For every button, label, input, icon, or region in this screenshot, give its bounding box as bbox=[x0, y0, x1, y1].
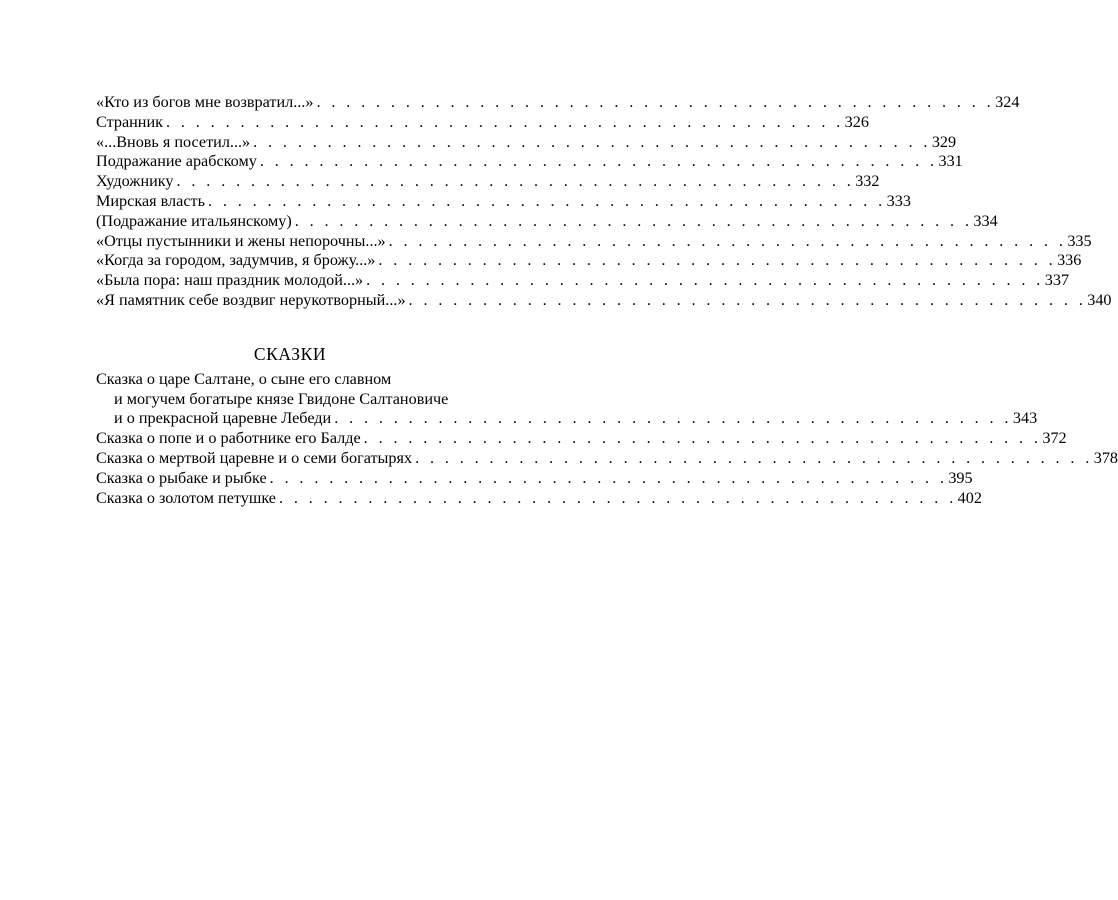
toc-entry-page: 326 bbox=[844, 112, 869, 131]
toc-entry-page: 343 bbox=[1012, 409, 1038, 428]
toc-entry-multiline bbox=[96, 369, 1038, 429]
toc-entry-page: 336 bbox=[1057, 251, 1082, 270]
toc-entry-title: «Я памятник себе воздвиг нерукотворный...» bbox=[96, 290, 406, 309]
dot-leader: . . . . . . . . . . . . . . . . . . . . . . . . . . . . . . . . . . . . . . . . . . . . . . bbox=[294, 211, 973, 230]
toc-entry bbox=[96, 152, 963, 172]
toc-entry-page: 335 bbox=[1067, 231, 1092, 250]
toc-entry-page: 395 bbox=[948, 468, 973, 487]
dot-leader: . . . . . . . . . . . . . . . . . . . . . . . . . . . . . . . . . . . . . . . . . . . . . . bbox=[363, 429, 1042, 448]
toc-entry bbox=[96, 191, 911, 212]
toc-entry bbox=[96, 429, 1067, 449]
toc-entry bbox=[96, 290, 1112, 311]
toc-entry-title-line: Сказка о царе Салтане, о сыне его славном bbox=[96, 369, 392, 388]
dot-leader: . . . . . . . . . . . . . . . . . . . . . . . . . . . . . . . . . . . . . . . . . . . . . . bbox=[388, 231, 1067, 250]
tales-list bbox=[96, 429, 1118, 508]
toc-entry-title: «Была пора: наш праздник молодой...» bbox=[96, 271, 364, 290]
toc-entry bbox=[96, 448, 1118, 469]
toc-entry-page: 332 bbox=[855, 172, 880, 191]
dot-leader: . . . . . . . . . . . . . . . . . . . . . . . . . . . . . . . . . . . . . . . . . . . . . . bbox=[259, 152, 938, 171]
toc-entry-title: (Подражание итальянскому) bbox=[96, 211, 292, 230]
dot-leader: . . . . . . . . . . . . . . . . . . . . . . . . . . . . . . . . . . . . . . . . . . . . . . bbox=[253, 132, 931, 151]
dot-leader: . . . . . . . . . . . . . . . . . . . . . . . . . . . . . . . . . . . . . . . . . . . . . . bbox=[269, 468, 948, 487]
dot-leader: . . . . . . . . . . . . . . . . . . . . . . . . . . . . . . . . . . . . . . . . . . . . . . bbox=[334, 409, 1012, 428]
toc-entry-title: Странник bbox=[96, 112, 163, 131]
toc-entry-title: «...Вновь я посетил...» bbox=[96, 132, 251, 151]
toc-entry-title-line: и о прекрасной царевне Лебеди bbox=[114, 409, 332, 428]
dot-leader: . . . . . . . . . . . . . . . . . . . . . . . . . . . . . . . . . . . . . . . . . . . . . . bbox=[408, 290, 1087, 309]
toc-entry bbox=[96, 93, 1020, 113]
dot-leader: . . . . . . . . . . . . . . . . . . . . . . . . . . . . . . . . . . . . . . . . . . . . . . bbox=[176, 172, 855, 191]
dot-leader: . . . . . . . . . . . . . . . . . . . . . . . . . . . . . . . . . . . . . . . . . . . . . . bbox=[415, 448, 1093, 467]
toc-entry-page: 378 bbox=[1093, 448, 1118, 467]
toc-entry-title: Подражание арабскому bbox=[96, 152, 257, 171]
dot-leader: . . . . . . . . . . . . . . . . . . . . . . . . . . . . . . . . . . . . . . . . . . . . . . bbox=[378, 251, 1057, 270]
toc-entry bbox=[96, 231, 1092, 252]
poems-list bbox=[96, 93, 1112, 311]
toc-entry bbox=[96, 488, 982, 509]
toc-entry-page: 329 bbox=[931, 132, 957, 151]
toc-entry-page: 402 bbox=[957, 488, 982, 507]
toc-entry-title: «Когда за городом, задумчив, я брожу...» bbox=[96, 251, 376, 270]
toc-entry bbox=[96, 468, 973, 489]
toc-entry-page: 340 bbox=[1087, 290, 1112, 309]
toc-entry-page: 372 bbox=[1042, 429, 1067, 448]
toc-entry bbox=[96, 211, 998, 232]
section-heading-tales: СКАЗКИ bbox=[253, 343, 327, 364]
table-of-contents bbox=[96, 93, 1118, 508]
toc-entry bbox=[96, 271, 1070, 291]
dot-leader: . . . . . . . . . . . . . . . . . . . . . . . . . . . . . . . . . . . . . . . . . . . . . . bbox=[278, 488, 957, 507]
toc-entry-title: «Кто из богов мне возвратил...» bbox=[96, 93, 314, 111]
toc-entry-last-line bbox=[96, 409, 1038, 429]
toc-entry-title: Сказка о мертвой царевне и о семи богатырях bbox=[96, 448, 413, 467]
toc-entry-page: 334 bbox=[973, 211, 998, 230]
toc-entry-title: Сказка о рыбаке и рыбке bbox=[96, 468, 267, 487]
toc-entry-title: Сказка о золотом петушке bbox=[96, 488, 276, 507]
toc-entry-page: 324 bbox=[995, 93, 1020, 111]
toc-entry-title: Мирская власть bbox=[96, 191, 205, 210]
toc-entry-page: 333 bbox=[886, 191, 911, 210]
dot-leader: . . . . . . . . . . . . . . . . . . . . . . . . . . . . . . . . . . . . . . . . . . . . . . bbox=[207, 191, 886, 210]
toc-entry-page: 331 bbox=[938, 152, 963, 171]
toc-entry bbox=[96, 251, 1082, 271]
dot-leader: . . . . . . . . . . . . . . . . . . . . . . . . . . . . . . . . . . . . . . . . . . . . . . bbox=[366, 271, 1044, 290]
toc-entry bbox=[96, 132, 957, 153]
toc-entry-title-line: и могучем богатыре князе Гвидоне Салтановиче bbox=[114, 389, 449, 408]
dot-leader: . . . . . . . . . . . . . . . . . . . . . . . . . . . . . . . . . . . . . . . . . . . . . . bbox=[166, 112, 844, 131]
toc-entry-title: Сказка о попе и о работнике его Балде bbox=[96, 429, 361, 448]
dot-leader: . . . . . . . . . . . . . . . . . . . . . . . . . . . . . . . . . . . . . . . . . . . . . . bbox=[316, 93, 995, 111]
toc-entry-title: Художнику bbox=[96, 172, 174, 191]
toc-entry-title: «Отцы пустынники и жены непорочны...» bbox=[96, 231, 386, 250]
toc-entry bbox=[96, 112, 869, 133]
toc-entry bbox=[96, 172, 880, 192]
toc-entry-page: 337 bbox=[1044, 271, 1070, 290]
